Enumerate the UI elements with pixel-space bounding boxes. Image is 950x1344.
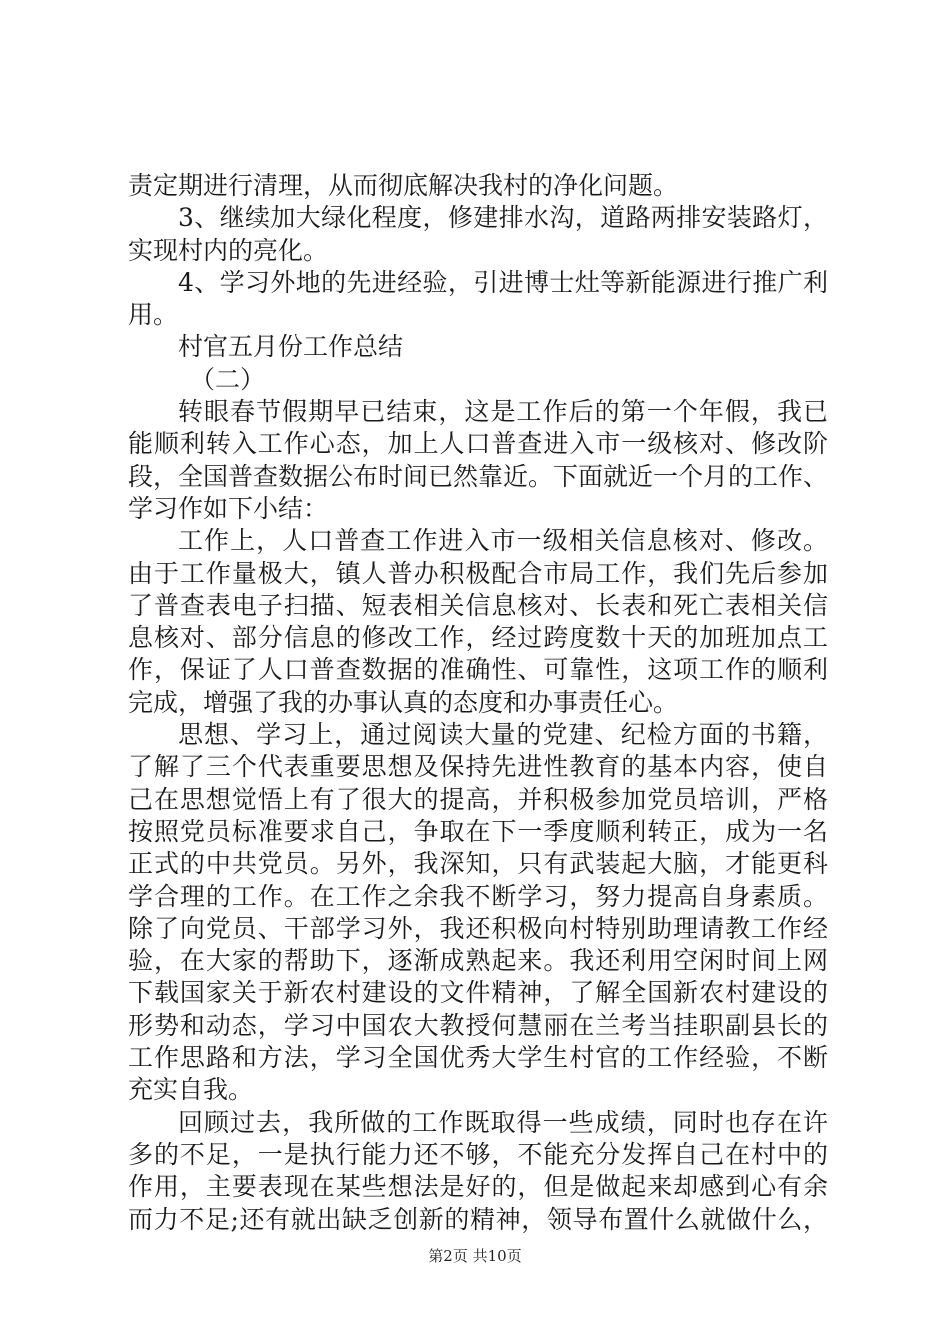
text-line: 转眼春节假期早已结束，这是工作后的第一个年假，我已 (178, 397, 828, 427)
text-line: 正式的中共党员。另外，我深知，只有武装起大脑，才能更科 (128, 849, 828, 879)
text-line: 多的不足，一是执行能力还不够，不能充分发挥自己在村中的 (128, 1139, 828, 1169)
text-line: 学习作如下小结： (128, 493, 329, 523)
text-line: 段，全国普查数据公布时间已然靠近。下面就近一个月的工作、 (128, 461, 828, 491)
text-line: 了解了三个代表重要思想及保持先进性教育的基本内容，使自 (128, 752, 828, 782)
text-line: 工作上，人口普查工作进入市一级相关信息核对、修改。 (178, 526, 828, 556)
text-line: 4、学习外地的先进经验，引进博士灶等新能源进行推广利 (178, 267, 828, 297)
text-line: 息核对、部分信息的修改工作，经过跨度数十天的加班加点工 (128, 623, 828, 653)
text-line: 按照党员标准要求自己，争取在下一季度顺利转正，成为一名 (128, 816, 828, 846)
text-line: 形势和动态，学习中国农大教授何慧丽在兰考当挂职副县长的 (128, 1010, 828, 1040)
text-line: 充实自我。 (128, 1075, 254, 1105)
page-footer: 第2页 共10页 (428, 1247, 522, 1265)
text-line: 下载国家关于新农村建设的文件精神，了解全国新农村建设的 (128, 978, 828, 1008)
text-line: 完成，增强了我的办事认真的态度和办事责任心。 (128, 687, 679, 717)
text-line: 作，保证了人口普查数据的准确性、可靠性，这项工作的顺利 (128, 655, 828, 685)
document-body (128, 170, 828, 1236)
text-line: 学合理的工作。在工作之余我不断学习，努力提高自身素质。 (128, 881, 828, 911)
text-line: 能顺利转入工作心态，加上人口普查进入市一级核对、修改阶 (128, 429, 828, 459)
text-line: 由于工作量极大，镇人普办积极配合市局工作，我们先后参加 (128, 558, 828, 588)
text-line: 而力不足;还有就出缺乏创新的精神，领导布置什么就做什么， (128, 1204, 828, 1234)
text-line: 3、继续加大绿化程度，修建排水沟，道路两排安装路灯， (178, 203, 828, 233)
text-line: 作用，主要表现在某些想法是好的，但是做起来却感到心有余 (128, 1172, 828, 1202)
text-line: 验，在大家的帮助下，逐渐成熟起来。我还利用空闲时间上网 (128, 946, 828, 976)
text-line: 除了向党员、干部学习外，我还积极向村特别助理请教工作经 (128, 913, 828, 943)
text-line: 实现村内的亮化。 (128, 235, 329, 265)
text-line: 思想、学习上，通过阅读大量的党建、纪检方面的书籍， (178, 720, 828, 750)
text-line: 了普查表电子扫描、短表相关信息核对、长表和死亡表相关信 (128, 590, 828, 620)
text-line: 回顾过去，我所做的工作既取得一些成绩，同时也存在许 (178, 1107, 828, 1137)
text-line: （二） (190, 364, 266, 394)
text-line: 村官五月份工作总结 (178, 332, 404, 362)
text-line: 责定期进行清理，从而彻底解决我村的净化问题。 (128, 171, 679, 200)
text-line: 工作思路和方法，学习全国优秀大学生村官的工作经验，不断 (128, 1043, 828, 1073)
text-line: 用。 (128, 300, 179, 330)
text-line: 己在思想觉悟上有了很大的提高，并积极参加党员培训，严格 (128, 784, 828, 814)
